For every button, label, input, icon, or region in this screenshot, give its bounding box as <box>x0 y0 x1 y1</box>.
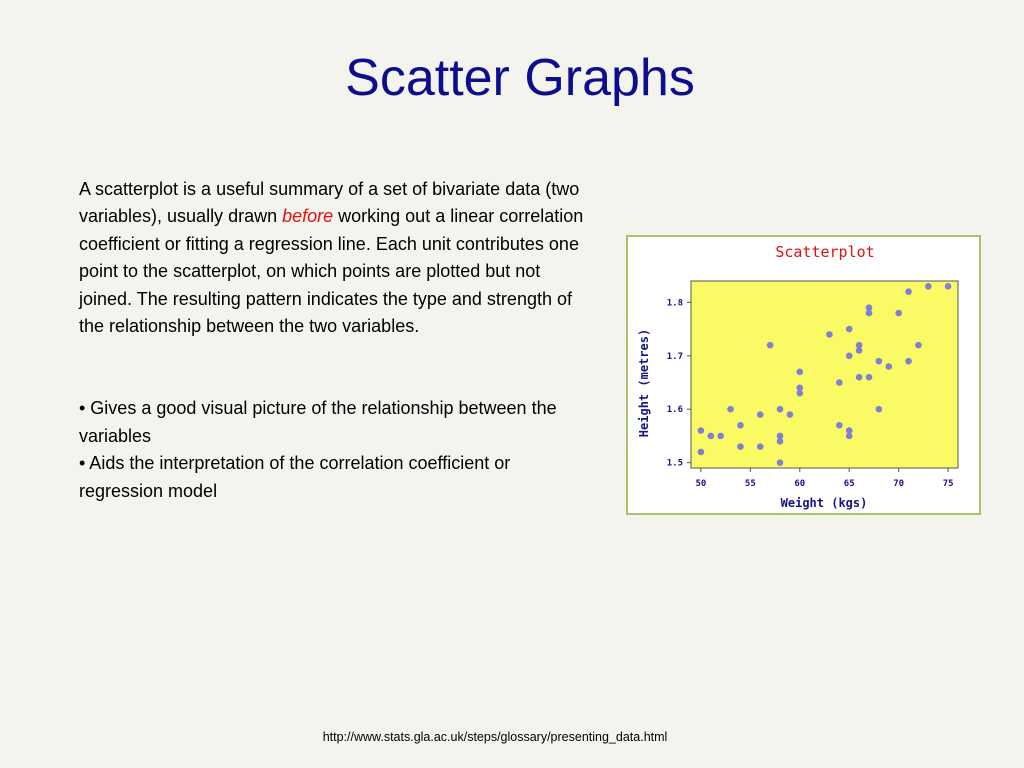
emphasis-word: before <box>282 206 334 227</box>
bullet-item: • Aids the interpretation of the correlation coefficient or regression model <box>79 453 511 501</box>
data-point <box>895 310 902 317</box>
data-point <box>885 363 892 370</box>
body-text <box>79 176 584 505</box>
data-point <box>836 422 843 429</box>
slide-title: Scatter Graphs <box>345 49 695 107</box>
data-point <box>777 438 784 445</box>
data-point <box>876 358 883 365</box>
y-tick-label: 1.8 <box>666 298 683 309</box>
x-tick-label: 60 <box>794 479 806 489</box>
data-point <box>866 374 873 381</box>
data-point <box>925 283 932 290</box>
paragraph-part-1: A scatterplot is a useful summary of a set of bivariate data (two variables), usually drawn <box>79 179 580 227</box>
data-point <box>826 331 833 338</box>
data-point <box>796 369 803 376</box>
y-tick-label: 1.7 <box>666 351 683 362</box>
data-point <box>787 411 794 418</box>
data-point <box>905 358 912 365</box>
x-tick-label: 65 <box>843 479 855 489</box>
paragraph-part-2: working out a linear correlation coefficient or fitting a regression line. Each unit contributes one point to the scatterplot, on which points are plotted but not joined. The resulting pattern indicates the type and strength of the relationship between the two variables. <box>79 206 584 337</box>
description-paragraph <box>79 176 584 340</box>
data-point <box>866 310 873 317</box>
y-axis <box>667 298 691 468</box>
data-point <box>777 406 784 413</box>
data-point <box>737 443 744 450</box>
y-tick-label: 1.6 <box>666 405 683 416</box>
scatterplot-figure <box>626 235 981 515</box>
data-point <box>905 288 912 295</box>
data-point <box>846 353 853 360</box>
data-point <box>915 342 922 349</box>
data-point <box>767 342 774 349</box>
x-tick-label: 70 <box>893 479 905 489</box>
data-point <box>846 326 853 333</box>
y-axis-label: Height (metres) <box>637 328 651 438</box>
x-axis <box>695 468 953 489</box>
data-point <box>945 283 952 290</box>
data-point <box>876 406 883 413</box>
chart-title: Scatterplot <box>775 243 875 261</box>
data-point <box>796 390 803 397</box>
bullet-list <box>79 395 584 505</box>
data-point <box>698 427 705 434</box>
y-tick-label: 1.5 <box>666 458 683 469</box>
data-point <box>727 406 734 413</box>
x-tick-label: 50 <box>695 479 707 489</box>
x-tick-label: 75 <box>942 479 954 489</box>
scatterplot-chart <box>628 237 979 513</box>
data-point <box>856 347 863 354</box>
x-tick-label: 55 <box>744 479 756 489</box>
data-point <box>707 433 714 440</box>
data-point <box>846 433 853 440</box>
source-link[interactable]: http://www.stats.gla.ac.uk/steps/glossary/presenting_data.html <box>322 730 668 744</box>
bullet-item: • Gives a good visual picture of the relationship between the variables <box>79 398 557 446</box>
x-axis-label: Weight (kgs) <box>780 496 868 510</box>
data-point <box>717 433 724 440</box>
data-point <box>737 422 744 429</box>
data-point <box>757 443 764 450</box>
plot-area <box>691 281 958 468</box>
data-point <box>698 449 705 456</box>
data-point <box>836 379 843 386</box>
data-point <box>856 374 863 381</box>
data-point <box>757 411 764 418</box>
data-point <box>777 459 784 466</box>
